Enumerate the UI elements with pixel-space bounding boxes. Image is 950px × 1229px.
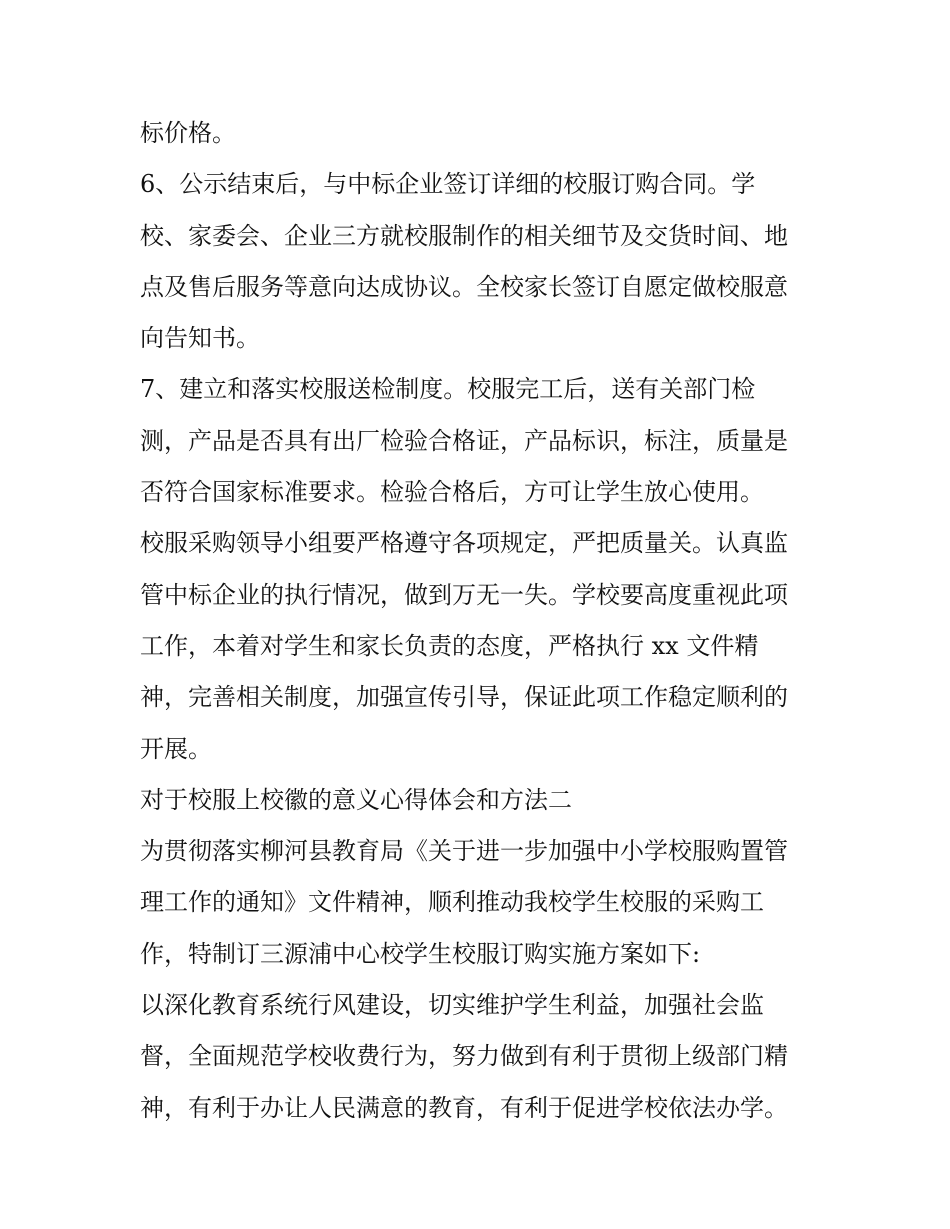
text-line: 神，完善相关制度，加强宣传引导，保证此项工作稳定顺利的 [140,683,788,712]
text-line: 为贯彻落实柳河县教育局《关于进一步加强中小学校服购置管 [140,837,788,866]
text-line: 开展。 [140,734,212,763]
text-line: 7、建立和落实校服送检制度。校服完工后，送有关部门检 [140,375,756,404]
text-line: 神，有利于办让人民满意的教育，有利于促进学校依法办学。 [140,1093,788,1122]
text-line: 测，产品是否具有出厂检验合格证，产品标识，标注，质量是 [140,426,788,455]
text-line: 管中标企业的执行情况，做到万无一失。学校要高度重视此项 [140,580,788,609]
text-line: 理工作的通知》文件精神，顺利推动我校学生校服的采购工 [140,888,764,917]
text-line: 标价格。 [140,119,236,147]
text-line: 向告知书。 [140,324,260,353]
text-line: 校、家委会、企业三方就校服制作的相关细节及交货时间、地 [140,221,788,250]
document-body [140,108,820,1134]
text-line: 以深化教育系统行风建设，切实维护学生利益，加强社会监 [140,991,764,1020]
text-line: 6、公示结束后，与中标企业签订详细的校服订购合同。学 [140,170,756,199]
text-line: 督，全面规范学校收费行为，努力做到有利于贯彻上级部门精 [140,1042,788,1071]
text-line: 点及售后服务等意向达成协议。全校家长签订自愿定做校服意 [140,272,788,301]
section-heading: 对于校服上校徽的意义心得体会和方法二 [140,785,572,814]
text-line: 作，特制订三源浦中心校学生校服订购实施方案如下: [140,939,701,968]
text-line: 校服采购领导小组要严格遵守各项规定，严把质量关。认真监 [140,529,788,558]
text-line: 否符合国家标准要求。检验合格后，方可让学生放心使用。 [140,478,764,507]
text-line: 工作，本着对学生和家长负责的态度，严格执行 xx 文件精 [140,631,759,660]
